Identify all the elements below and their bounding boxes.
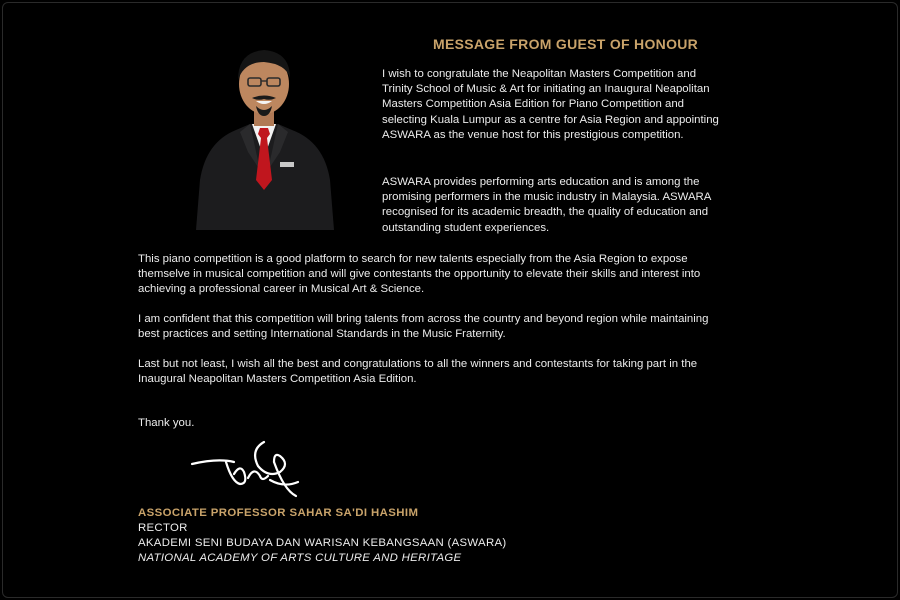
- message-paragraph: ASWARA provides performing arts education and is among the promising performers in the music industry in Malaysia. ASWARA recognised for its academic breadth, the quality of education and outstanding student experiences.: [382, 176, 711, 234]
- message-paragraph: I wish to congratulate the Neapolitan Masters Competition and Trinity School of Music & Art for initiating an Inaugural Neapolitan Masters Competition Asia Edition for Piano Competition and selecting Kuala Lumpur as a centre for Asia Region and appointing ASWARA as the venue host for this prestigious competition.: [382, 68, 719, 141]
- signatory-block: [138, 506, 738, 566]
- portrait-photo: [188, 30, 340, 230]
- signatory-title: RECTOR: [138, 522, 188, 534]
- page-title: MESSAGE FROM GUEST OF HONOUR: [433, 36, 699, 52]
- signatory-name: ASSOCIATE PROFESSOR SAHAR SA'DI HASHIM: [138, 507, 419, 519]
- message-paragraph: I am confident that this competition will bring talents from across the country and beyond region while maintaining best practices and setting International Standards in the Music Fraternity.: [138, 313, 709, 341]
- message-paragraph: This piano competition is a good platform to search for new talents especially from the Asia Region to expose themselve in musical competition and will give contestants the opportunity to elevate their skills and interest into achieving a professional career in Musical Art & Science.: [138, 253, 701, 296]
- closing-text: Thank you.: [138, 417, 195, 429]
- message-paragraph: Last but not least, I wish all the best and congratulations to all the winners and contestants for taking part in the Inaugural Neapolitan Masters Competition Asia Edition.: [138, 358, 698, 386]
- signature-image: [188, 432, 308, 502]
- signatory-institution: AKADEMI SENI BUDAYA DAN WARISAN KEBANGSAAN (ASWARA): [138, 537, 507, 549]
- signatory-institution-english: NATIONAL ACADEMY OF ARTS CULTURE AND HERITAGE: [138, 552, 462, 564]
